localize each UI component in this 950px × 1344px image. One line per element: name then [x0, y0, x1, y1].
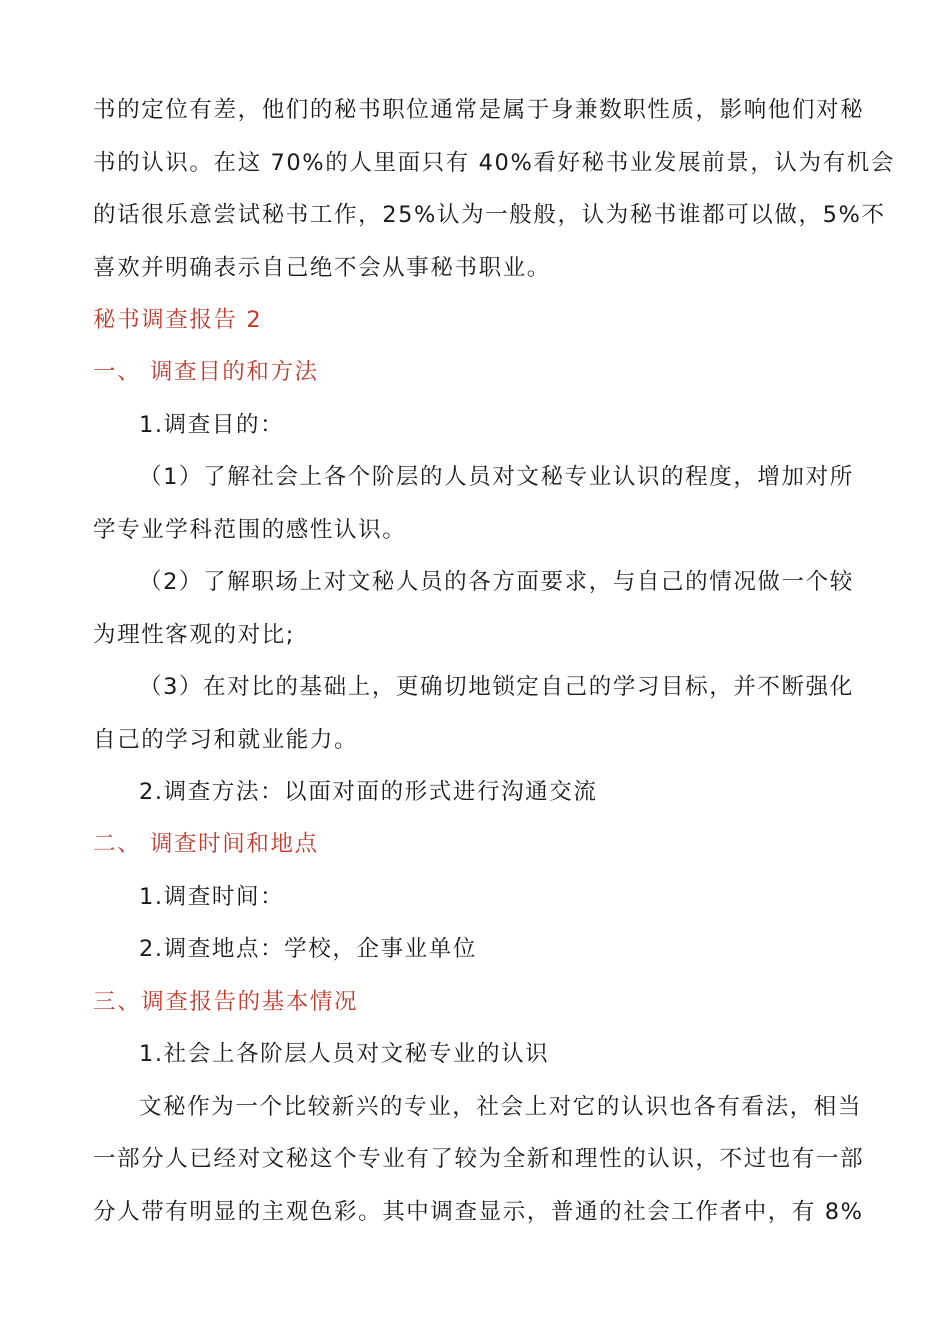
list-item-text: （2）了解职场上对文秘人员的各方面要求，与自己的情况做一个较 — [139, 569, 854, 595]
body-text-line: 书的定位有差，他们的秘书职位通常是属于身兼数职性质，影响他们对秘 — [93, 97, 865, 123]
body-text-line: 分人带有明显的主观色彩。其中调查显示，普通的社会工作者中，有 8% — [93, 1199, 864, 1225]
body-text-line: 文秘作为一个比较新兴的专业，社会上对它的认识也各有看法，相当 — [139, 1094, 863, 1120]
section-heading: 一、 调查目的和方法 — [93, 359, 319, 385]
section-heading: 二、 调查时间和地点 — [93, 831, 319, 857]
list-item-text: 自己的学习和就业能力。 — [93, 727, 359, 753]
list-item-text: 为理性客观的对比; — [93, 622, 295, 648]
subsection-label: 1.社会上各阶层人员对文秘专业的认识 — [139, 1041, 550, 1067]
subsection-label: 1.调查目的： — [139, 412, 285, 438]
subsection-label: 1.调查时间： — [139, 884, 285, 910]
body-text-line: 书的认识。在这 70%的人里面只有 40%看好秘书业发展前景，认为有机会 — [93, 150, 895, 176]
body-text-line: 一部分人已经对文秘这个专业有了较为全新和理性的认识，不过也有一部 — [93, 1146, 865, 1172]
body-text-line: 喜欢并明确表示自己绝不会从事秘书职业。 — [93, 255, 551, 281]
list-item-text: 学专业学科范围的感性认识。 — [93, 517, 407, 543]
report-title: 秘书调查报告 2 — [93, 307, 263, 333]
subsection-label: 2.调查方法：以面对面的形式进行沟通交流 — [139, 779, 598, 805]
subsection-label: 2.调查地点：学校，企事业单位 — [139, 936, 477, 962]
list-item-text: （3）在对比的基础上，更确切地锁定自己的学习目标，并不断强化 — [139, 674, 854, 700]
section-heading: 三、调查报告的基本情况 — [93, 989, 359, 1015]
body-text-line: 的话很乐意尝试秘书工作，25%认为一般般，认为秘书谁都可以做，5%不 — [93, 202, 886, 228]
list-item-text: （1）了解社会上各个阶层的人员对文秘专业认识的程度，增加对所 — [139, 464, 854, 490]
